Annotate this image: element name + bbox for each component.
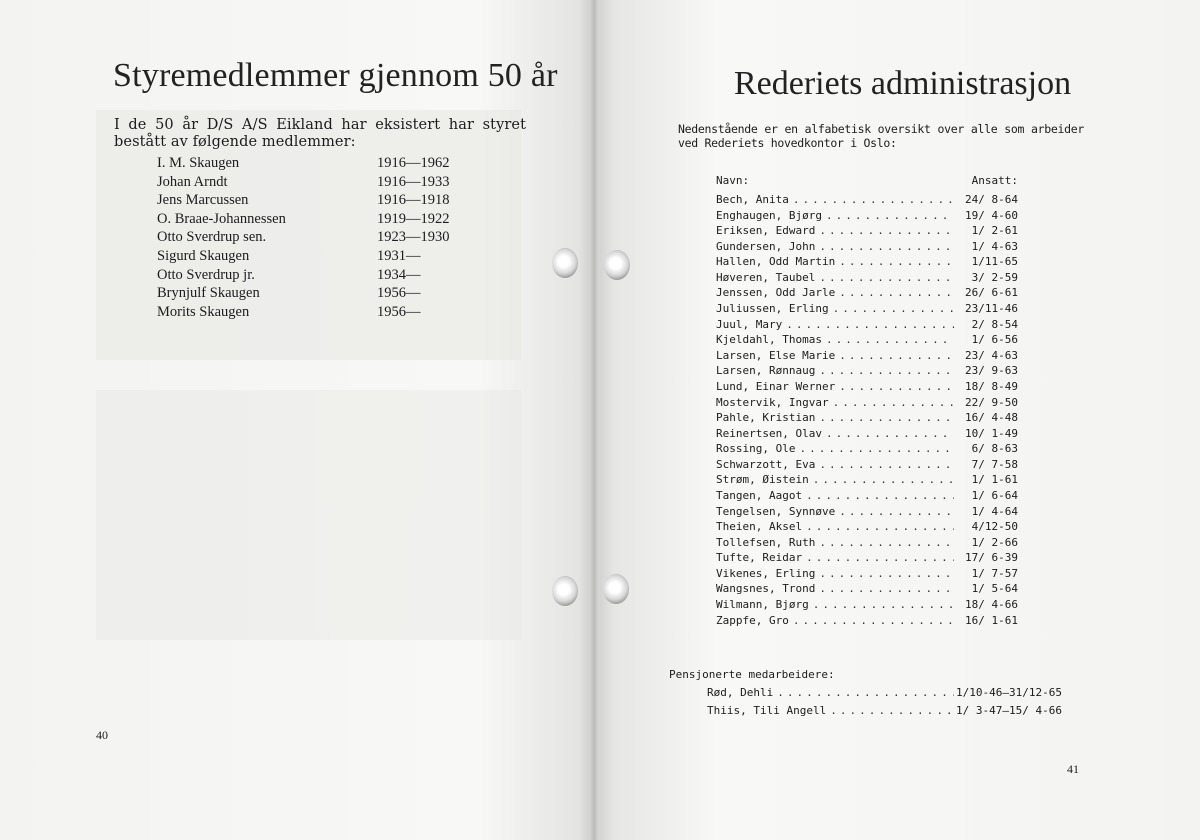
staple-hole (552, 248, 578, 278)
dot-leader (819, 239, 954, 255)
dot-leader (826, 208, 954, 224)
staff-name: Tufte, Reidar (716, 551, 803, 565)
member-years: 1934— (377, 266, 421, 283)
staff-name: Hallen, Odd Martin (716, 255, 836, 269)
table-row (716, 488, 1018, 504)
staff-name: Larsen, Else Marie (716, 348, 836, 362)
staff-name: Theien, Aksel (716, 520, 803, 534)
retired-name: Thiis, Tili Angell (707, 704, 827, 717)
staff-date: 16/ 4-48 (965, 411, 1018, 425)
dot-leader (777, 684, 954, 702)
dot-leader (839, 379, 954, 395)
member-name: Johan Arndt (157, 173, 228, 190)
table-row (716, 535, 1018, 551)
list-item (157, 303, 477, 322)
list-item (157, 228, 477, 247)
dot-leader (819, 410, 954, 426)
list-item (157, 173, 477, 192)
show-through-photo (96, 390, 521, 640)
member-years: 1956— (377, 303, 421, 320)
member-years: 1919—1922 (377, 210, 450, 227)
table-row (716, 208, 1018, 224)
staff-date: 2/ 8-54 (971, 317, 1018, 331)
table-row (716, 192, 1018, 208)
staff-name: Eriksen, Edward (716, 224, 816, 238)
staff-name: Bech, Anita (716, 193, 789, 206)
staff-name: Reinertsen, Olav (716, 426, 822, 440)
dot-leader (833, 395, 954, 411)
staff-name: Strøm, Øistein (716, 473, 809, 487)
page-number: 41 (1067, 762, 1079, 776)
staff-date: 10/ 1-49 (965, 426, 1018, 440)
table-row (707, 702, 1062, 720)
staple-hole (604, 250, 630, 280)
dot-leader (819, 457, 954, 473)
staff-date: 1/ 2-61 (971, 224, 1018, 238)
staff-date: 1/ 2-66 (971, 535, 1018, 549)
intro-text: I de 50 år D/S A/S Eikland har eksistert har styret bestått av følgende medlemmer: (114, 117, 526, 150)
table-row (716, 285, 1018, 301)
member-years: 1923—1930 (377, 229, 450, 246)
left-page (0, 0, 596, 840)
staff-name: Zappfe, Gro (716, 613, 789, 627)
member-years: 1916—1933 (377, 173, 450, 190)
table-row (716, 301, 1018, 317)
staff-name: Wilmann, Bjørg (716, 598, 809, 612)
table-row (716, 348, 1018, 364)
staff-date: 1/11-65 (971, 255, 1018, 269)
list-item (157, 191, 477, 210)
staff-date: 22/ 9-50 (965, 395, 1018, 409)
staff-name: Mostervik, Ingvar (716, 395, 829, 409)
dot-leader (819, 223, 954, 239)
staff-date: 23/ 9-63 (965, 364, 1018, 378)
staff-date: 24/ 8-64 (965, 193, 1018, 206)
retired-dates: 1/ 3-47—15/ 4-66 (956, 704, 1062, 717)
table-row (716, 441, 1018, 457)
staff-name: Gundersen, John (716, 239, 816, 253)
staff-date: 4/12-50 (971, 520, 1018, 534)
list-item (157, 247, 477, 266)
table-row (716, 395, 1018, 411)
staff-date: 23/11-46 (965, 302, 1018, 316)
staff-date: 23/ 4-63 (965, 348, 1018, 362)
member-name: Morits Skaugen (157, 303, 250, 320)
staff-name: Høveren, Taubel (716, 270, 816, 284)
staff-name: Rossing, Ole (716, 442, 796, 456)
staff-name: Larsen, Rønnaug (716, 364, 816, 378)
dot-leader (839, 504, 954, 520)
staff-name: Lund, Einar Werner (716, 379, 836, 393)
member-years: 1956— (377, 285, 421, 302)
table-row (716, 613, 1018, 629)
table-row (716, 472, 1018, 488)
dot-leader (819, 535, 954, 551)
retired-list (707, 684, 1062, 720)
member-name: Otto Sverdrup jr. (157, 266, 255, 283)
member-years: 1916—1918 (377, 192, 450, 209)
staff-date: 19/ 4-60 (965, 208, 1018, 222)
staff-name: Jenssen, Odd Jarle (716, 286, 836, 300)
staff-date: 1/ 6-64 (971, 488, 1018, 502)
dot-leader (786, 317, 954, 333)
staff-date: 26/ 6-61 (965, 286, 1018, 300)
dot-leader (806, 550, 954, 566)
staple-hole (603, 574, 629, 604)
dot-leader (819, 270, 954, 286)
staff-date: 1/ 4-64 (971, 504, 1018, 518)
member-name: Otto Sverdrup sen. (157, 229, 267, 246)
member-name: Jens Marcussen (157, 192, 249, 209)
dot-leader (793, 613, 954, 629)
dot-leader (826, 332, 954, 348)
dot-leader (839, 254, 954, 270)
book-gutter (589, 0, 599, 840)
table-row (716, 379, 1018, 395)
member-name: Brynjulf Skaugen (157, 285, 260, 302)
member-name: Sigurd Skaugen (157, 247, 250, 264)
table-row (716, 581, 1018, 597)
staff-date: 6/ 8-63 (971, 442, 1018, 456)
board-members-list (157, 154, 477, 321)
staff-date: 17/ 6-39 (965, 551, 1018, 565)
dot-leader (813, 472, 954, 488)
staff-name: Kjeldahl, Thomas (716, 333, 822, 347)
table-row (716, 332, 1018, 348)
table-row (716, 254, 1018, 270)
dot-leader (839, 348, 954, 364)
table-row (716, 410, 1018, 426)
staff-date: 7/ 7-58 (971, 457, 1018, 471)
table-row (707, 684, 1062, 702)
staff-name: Schwarzott, Eva (716, 457, 816, 471)
table-row (716, 457, 1018, 473)
table-row (716, 317, 1018, 333)
right-page (596, 0, 1200, 840)
retired-dates: 1/10-46—31/12-65 (956, 686, 1062, 699)
dot-leader (819, 566, 954, 582)
member-years: 1931— (377, 247, 421, 264)
staple-hole (552, 576, 578, 606)
staff-date: 1/ 6-56 (971, 333, 1018, 347)
member-name: I. M. Skaugen (157, 155, 240, 171)
retired-section-title: Pensjonerte medarbeidere: (669, 668, 835, 681)
table-row (716, 519, 1018, 535)
retired-name: Rød, Dehli (707, 686, 774, 699)
staff-name: Tengelsen, Synnøve (716, 504, 836, 518)
dot-leader (819, 363, 954, 379)
list-item (157, 210, 477, 229)
dot-leader (826, 426, 954, 442)
intro-text: Nedenstående er en alfabetisk oversikt over alle som arbeider ved Rederiets hovedkontor i Oslo: (678, 122, 1084, 150)
staff-name: Pahle, Kristian (716, 411, 816, 425)
member-years: 1916—1962 (377, 155, 450, 171)
dot-leader (799, 441, 954, 457)
table-row (716, 597, 1018, 613)
dot-leader (839, 285, 954, 301)
staff-date: 1/ 7-57 (971, 566, 1018, 580)
staff-date: 1/ 4-63 (971, 239, 1018, 253)
table-row (716, 426, 1018, 442)
staff-name: Tollefsen, Ruth (716, 535, 816, 549)
staff-date: 16/ 1-61 (965, 613, 1018, 627)
dot-leader (833, 301, 954, 317)
page-title: Rederiets administrasjon (734, 65, 1072, 102)
list-item (157, 266, 477, 285)
staff-date: 1/ 1-61 (971, 473, 1018, 487)
staff-list (716, 192, 1018, 628)
table-row (716, 363, 1018, 379)
staff-date: 18/ 8-49 (965, 379, 1018, 393)
staff-date: 18/ 4-66 (965, 598, 1018, 612)
table-row (716, 223, 1018, 239)
dot-leader (813, 597, 954, 613)
dot-leader (793, 192, 954, 208)
staff-date: 1/ 5-64 (971, 582, 1018, 596)
staff-name: Wangsnes, Trond (716, 582, 816, 596)
column-header-name: Navn: (716, 174, 750, 187)
staff-table-header (716, 174, 1018, 187)
list-item (157, 154, 477, 173)
table-row (716, 550, 1018, 566)
dot-leader (830, 702, 954, 720)
dot-leader (819, 581, 954, 597)
table-row (716, 239, 1018, 255)
member-name: O. Braae-Johannessen (157, 210, 286, 227)
table-row (716, 270, 1018, 286)
dot-leader (806, 519, 954, 535)
staff-name: Juliussen, Erling (716, 302, 829, 316)
dot-leader (806, 488, 954, 504)
staff-date: 3/ 2-59 (971, 270, 1018, 284)
staff-name: Enghaugen, Bjørg (716, 208, 822, 222)
staff-name: Tangen, Aagot (716, 488, 803, 502)
staff-name: Juul, Mary (716, 317, 783, 331)
staff-name: Vikenes, Erling (716, 566, 816, 580)
list-item (157, 284, 477, 303)
page-number: 40 (96, 728, 108, 742)
table-row (716, 566, 1018, 582)
column-header-date: Ansatt: (971, 174, 1018, 187)
page-title: Styremedlemmer gjennom 50 år (113, 57, 558, 94)
table-row (716, 504, 1018, 520)
